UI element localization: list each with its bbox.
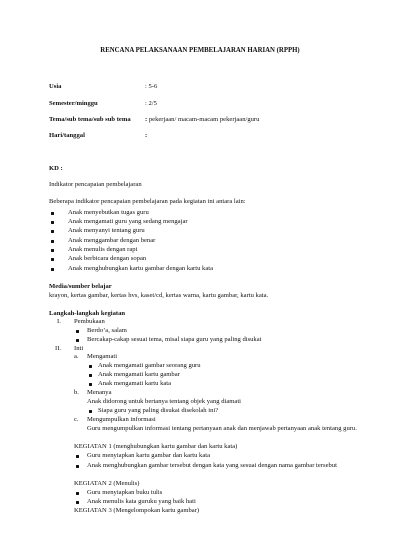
bullet-icon bbox=[89, 374, 92, 377]
bullet-icon bbox=[51, 212, 54, 215]
pembukaan-item: Berdo’a, salam bbox=[87, 327, 127, 334]
kd-heading: KD : bbox=[49, 165, 63, 172]
mengamati-item: Anak mengamati gambar seorang guru bbox=[98, 362, 201, 369]
indikator-item: Anak menyanyi tentang guru bbox=[68, 227, 145, 234]
bullet-icon bbox=[51, 249, 54, 252]
indikator-item: Anak menulis dengan rapi bbox=[68, 246, 138, 253]
document-title: RENCANA PELAKSANAAN PEMBELAJARAN HARIAN (RPPH) bbox=[100, 47, 300, 54]
bullet-icon bbox=[51, 258, 54, 261]
sub-letter: c. bbox=[74, 416, 79, 423]
bullet-icon bbox=[76, 455, 79, 458]
bullet-icon bbox=[51, 230, 54, 233]
inti-label: Inti bbox=[74, 345, 84, 352]
info-label-tema: Tema/sub tema/sub sub tema bbox=[49, 116, 131, 123]
media-heading: Media/sumber belajar bbox=[49, 283, 112, 290]
bullet-icon bbox=[51, 268, 54, 271]
bullet-icon bbox=[76, 465, 79, 468]
bullet-icon bbox=[51, 240, 54, 243]
mengamati-item: Anak mengamati kartu gambar bbox=[98, 371, 180, 378]
sub-letter: a. bbox=[74, 353, 79, 360]
mengumpulkan-text: Guru mengumpulkan informasi tentang pertanyaan anak dan menjawab pertanyaan anak tentang guru. bbox=[87, 425, 357, 432]
kegiatan-1-item: Guru menyiapkan kartu gambar dan kartu kata bbox=[87, 452, 211, 459]
bullet-icon bbox=[76, 330, 79, 333]
section-number: II. bbox=[55, 345, 62, 352]
mengamati-label: Mengamati bbox=[87, 353, 118, 360]
info-value-semester: : 2/5 bbox=[145, 100, 157, 107]
media-text: krayon, kertas gambar, kertas hvs, kaset/cd, kertas warna, kartu gambar, kartu kata. bbox=[49, 292, 269, 299]
pembukaan-item: Bercakap-cakap sesuai tema, misal siapa guru yang paling disukai bbox=[87, 336, 262, 343]
menanya-item: Siapa guru yang paling disukai disekolah ini? bbox=[98, 407, 219, 414]
indikator-item: Anak menggambar dengan benar bbox=[68, 237, 156, 244]
info-value-tema: : pekerjaan/ macam-macam pekerjaan/guru bbox=[145, 116, 260, 123]
indikator-item: Anak mengamati guru yang sedang mengajar bbox=[68, 218, 188, 225]
bullet-icon bbox=[51, 221, 54, 224]
kegiatan-2-item: Anak menulis kata guruku yang baik hati bbox=[87, 498, 196, 505]
section-number: I. bbox=[57, 318, 61, 325]
bullet-icon bbox=[76, 501, 79, 504]
indikator-intro: Beberapa indikator pencapaian pembelajaran pada kegiatan ini antara lain: bbox=[49, 198, 246, 205]
indikator-item: Anak menyebutkan tugas guru bbox=[68, 209, 149, 216]
mengamati-item: Anak mengamati kartu kata bbox=[98, 380, 172, 387]
info-value-usia: : 5-6 bbox=[145, 83, 158, 90]
indikator-heading: Indikator pencapaian pembelajaran bbox=[49, 181, 142, 188]
langkah-heading: Langkah-langkah kegiatan bbox=[49, 310, 126, 317]
info-label-usia: Usia bbox=[49, 83, 62, 90]
kegiatan-1-item: Anak menghubungkan gambar tersebut dengan kata yang sesuai dengan nama gambar tersebut bbox=[87, 462, 337, 469]
bullet-icon bbox=[76, 339, 79, 342]
bullet-icon bbox=[76, 492, 79, 495]
bullet-icon bbox=[89, 410, 92, 413]
pembukaan-label: Pembukaan bbox=[74, 318, 105, 325]
info-value-hari: : bbox=[145, 132, 148, 139]
indikator-item: Anak menghubungkan kartu gambar dengan kartu kata bbox=[68, 265, 214, 272]
kegiatan-2-item: Guru menyiapkan buku tulis bbox=[87, 489, 163, 496]
info-label-semester: Semester/minggu bbox=[49, 100, 98, 107]
bullet-icon bbox=[89, 365, 92, 368]
sub-letter: b. bbox=[74, 389, 79, 396]
indikator-item: Anak berbicara dengan sopan bbox=[68, 255, 147, 262]
kegiatan-2-label: KEGIATAN 2 (Menulis) bbox=[74, 480, 140, 487]
kegiatan-1-label: KEGIATAN 1 (menghubungkan kartu gambar dan kartu kata) bbox=[74, 443, 238, 450]
kegiatan-3-label: KEGIATAN 3 (Mengelompokan kartu gambar) bbox=[74, 507, 200, 514]
bullet-icon bbox=[89, 383, 92, 386]
info-label-hari: Hari/tanggal bbox=[49, 132, 85, 139]
mengumpulkan-label: Mengumpulkan informasi bbox=[87, 416, 156, 423]
menanya-label: Menanya bbox=[87, 389, 112, 396]
menanya-text: Anak didorong untuk bertanya tentang objek yang diamati bbox=[87, 398, 241, 405]
